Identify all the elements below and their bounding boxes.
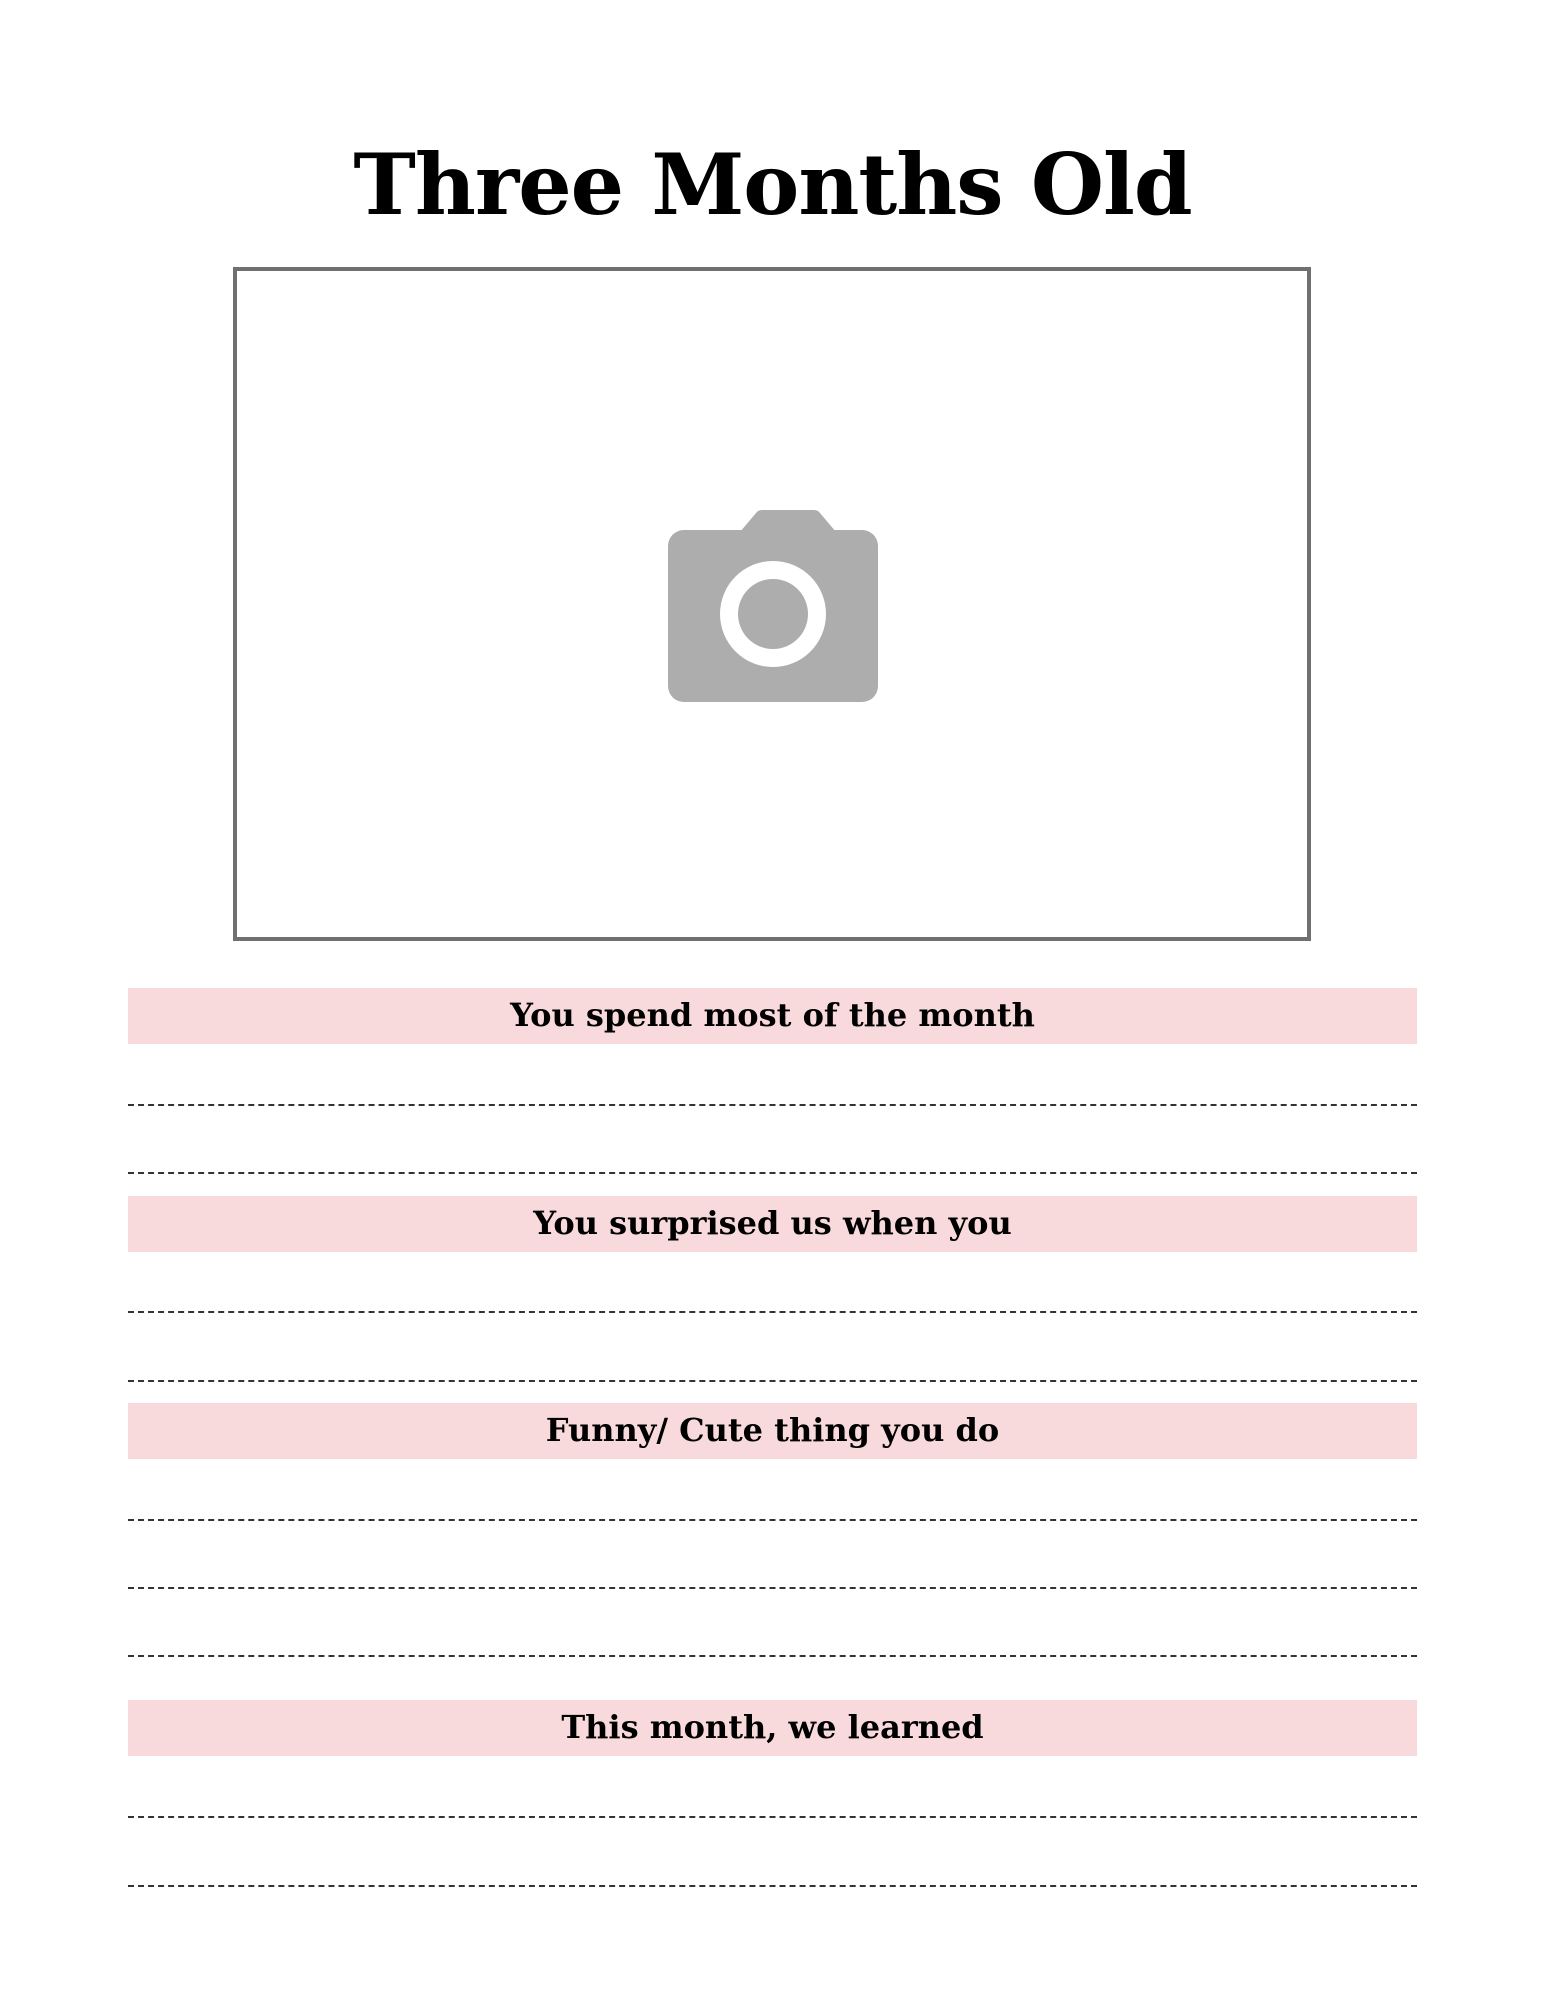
writing-line[interactable] — [128, 1519, 1417, 1521]
camera-icon — [668, 510, 878, 702]
section-header-funny-cute: Funny/ Cute thing you do — [128, 1403, 1417, 1459]
writing-line[interactable] — [128, 1816, 1417, 1818]
section-header-we-learned: This month, we learned — [128, 1700, 1417, 1756]
writing-line[interactable] — [128, 1104, 1417, 1106]
page-title: Three Months Old — [353, 135, 1192, 234]
writing-line[interactable] — [128, 1311, 1417, 1313]
section-header-surprised-us: You surprised us when you — [128, 1196, 1417, 1252]
writing-line[interactable] — [128, 1587, 1417, 1589]
writing-line[interactable] — [128, 1655, 1417, 1657]
writing-line[interactable] — [128, 1380, 1417, 1382]
writing-line[interactable] — [128, 1172, 1417, 1174]
section-header-spend-month: You spend most of the month — [128, 988, 1417, 1044]
writing-line[interactable] — [128, 1885, 1417, 1887]
